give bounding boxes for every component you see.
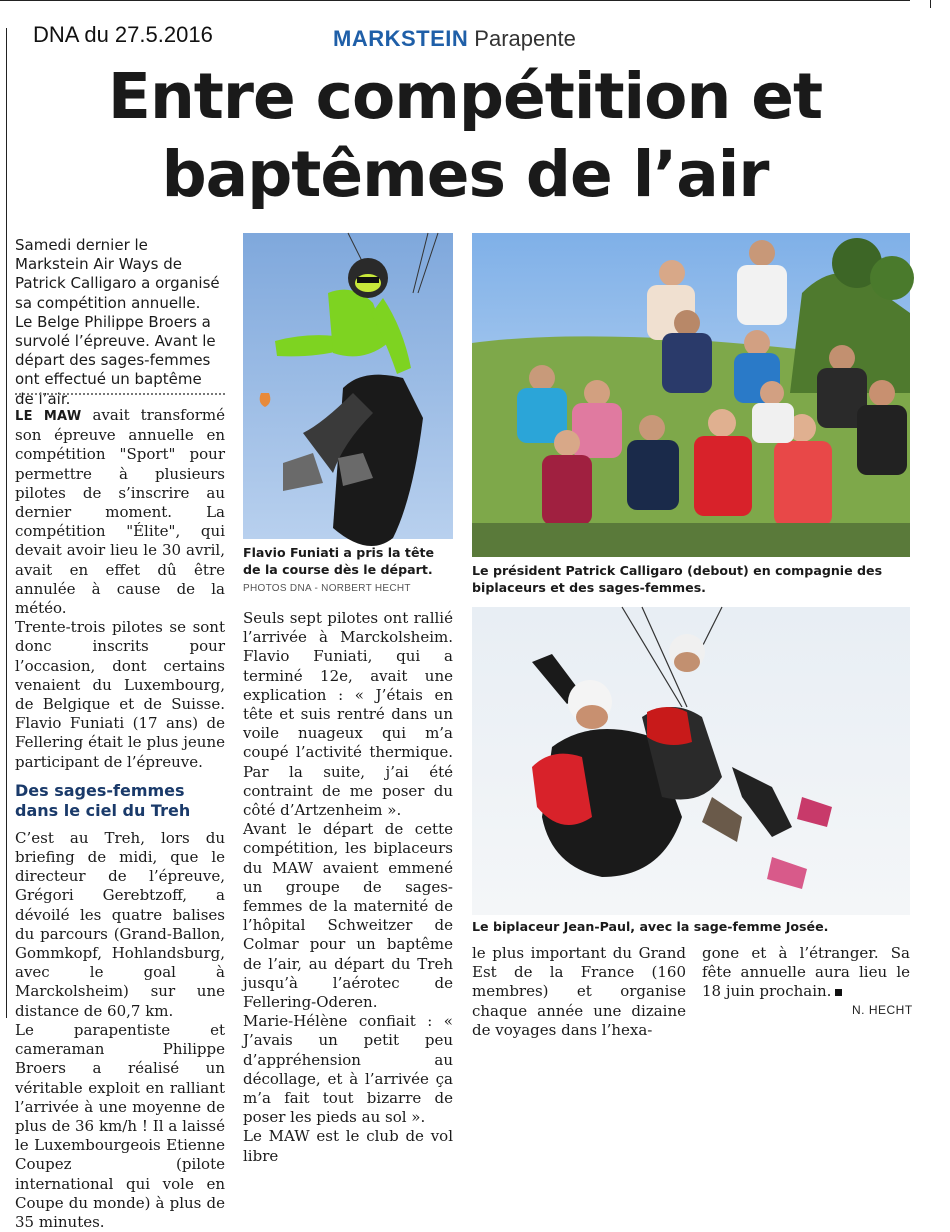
column-3	[472, 944, 686, 1040]
col1-paragraph-2: Trente-trois pilotes se sont donc inscrits pour l’occasion, dont certains venaient du Luxembourg, de Belgique et de Suisse. Flavio Funiati (17 ans) de Fellering était le plus jeune participant de l’épreuve.	[15, 618, 225, 771]
kicker-place: MARKSTEIN	[333, 26, 469, 51]
col2-paragraph-3: Marie-Hélène confiait : « J’avais un petit peu d’appréhension au décollage, et à l’arrivée ça m’a fait tout bizarre de poser les pieds au sol ».	[243, 1012, 453, 1127]
paraglider-pilot-image	[243, 233, 453, 539]
caption-1-text: Flavio Funiati a pris la tête de la course dès le départ.	[243, 545, 435, 577]
headline-line2: baptêmes de l’air	[161, 138, 769, 211]
kicker-topic: Parapente	[474, 26, 576, 51]
headline	[0, 58, 930, 214]
end-mark	[835, 989, 842, 996]
photo-group	[472, 233, 910, 557]
byline: N. HECHT	[852, 1003, 913, 1017]
lead-paragraph: Samedi dernier le Markstein Air Ways de Patrick Calligaro a organisé sa compétition annuelle. Le Belge Philippe Broers a survolé l’épreuve. Avant le départ des sages-femmes ont effectué un baptême de l’air.	[15, 236, 220, 408]
photo-paraglider-pilot	[243, 233, 453, 539]
col3-paragraph-1: le plus important du Grand Est de la France (160 membres) et organise chaque année une dizaine de voyages dans l’hexa-	[472, 944, 686, 1039]
column-1	[15, 406, 225, 1232]
group-photo-image	[472, 233, 910, 557]
col1-paragraph-3: C’est au Treh, lors du briefing de midi, que le directeur de l’épreuve, Grégori Gerebtzoff, a dévoilé les quatre balises du parcours (Grand-Ballon, Gommkopf, Hohlandsburg, avec le goal à Marckolsheim) sur une distance de 60,7 km.	[15, 828, 225, 1020]
col1-paragraph-4: Le parapentiste et cameraman Philippe Broers a réalisé un véritable exploit en ralliant l’arrivée à une moyenne de plus de 36 km/h ! Il a laissé le Luxembourgeois Etienne Coupez (pilote international qui vole en Coupe du monde) à plus de 35 minutes.	[15, 1020, 225, 1231]
headline-line1: Entre compétition et	[107, 60, 823, 133]
caption-photo-2: Le président Patrick Calligaro (debout) en compagnie des biplaceurs et des sages-femmes.	[472, 563, 883, 595]
source-label: DNA du 27.5.2016	[33, 22, 213, 47]
caption-photo-1	[243, 544, 455, 597]
tandem-flight-image	[472, 607, 910, 915]
col2-paragraph-1: Seuls sept pilotes ont rallié l’arrivée à Marckolsheim. Flavio Funiati, qui a terminé 12e, avait une explication : « J’étais en tête et suis rentré dans un voile nuageux qui m’a coupé l’activité thermique. Par la suite, j’ai été contraint de me poser du côté d’Artzenheim ».	[243, 609, 453, 820]
col2-paragraph-4: Le MAW est le club de vol libre	[243, 1127, 453, 1165]
lead-in: LE MAW	[15, 409, 82, 424]
col2-paragraph-2: Avant le départ de cette compétition, les biplaceurs du MAW avaient emmené un groupe de sages-femmes de la maternité de l’hôpital Schweitzer de Colmar pour un baptême de l’air, au départ du Treh jusqu’à l’aérotec de Fellering-Oderen.	[243, 820, 453, 1012]
kicker	[333, 26, 576, 52]
column-2	[243, 609, 453, 1166]
dotted-separator	[15, 393, 225, 395]
col4-paragraph-1: gone et à l’étranger. Sa fête annuelle aura lieu le 18 juin prochain.	[702, 944, 910, 1001]
col1-p1-text: avait transformé son épreuve annuelle en compétition "Sport" pour permettre à plusieurs pilotes de s’inscrire au dernier moment. La compétition "Élite", qui devait avoir lieu le 30 avril, avait en effet dû être annulée à cause de la météo.	[15, 406, 225, 618]
caption-photo-3: Le biplaceur Jean-Paul, avec la sage-femme Josée.	[472, 919, 829, 934]
photo-credit: PHOTOS DNA - NORBERT HECHT	[243, 583, 411, 594]
top-rule	[0, 0, 910, 1]
col4-paragraph	[702, 944, 910, 1002]
subheading: Des sages-femmes dans le ciel du Treh	[15, 780, 191, 820]
photo-tandem-flight	[472, 607, 910, 915]
column-4	[702, 944, 910, 1002]
frame-corner	[930, 0, 931, 8]
col1-paragraph-1	[15, 406, 225, 618]
